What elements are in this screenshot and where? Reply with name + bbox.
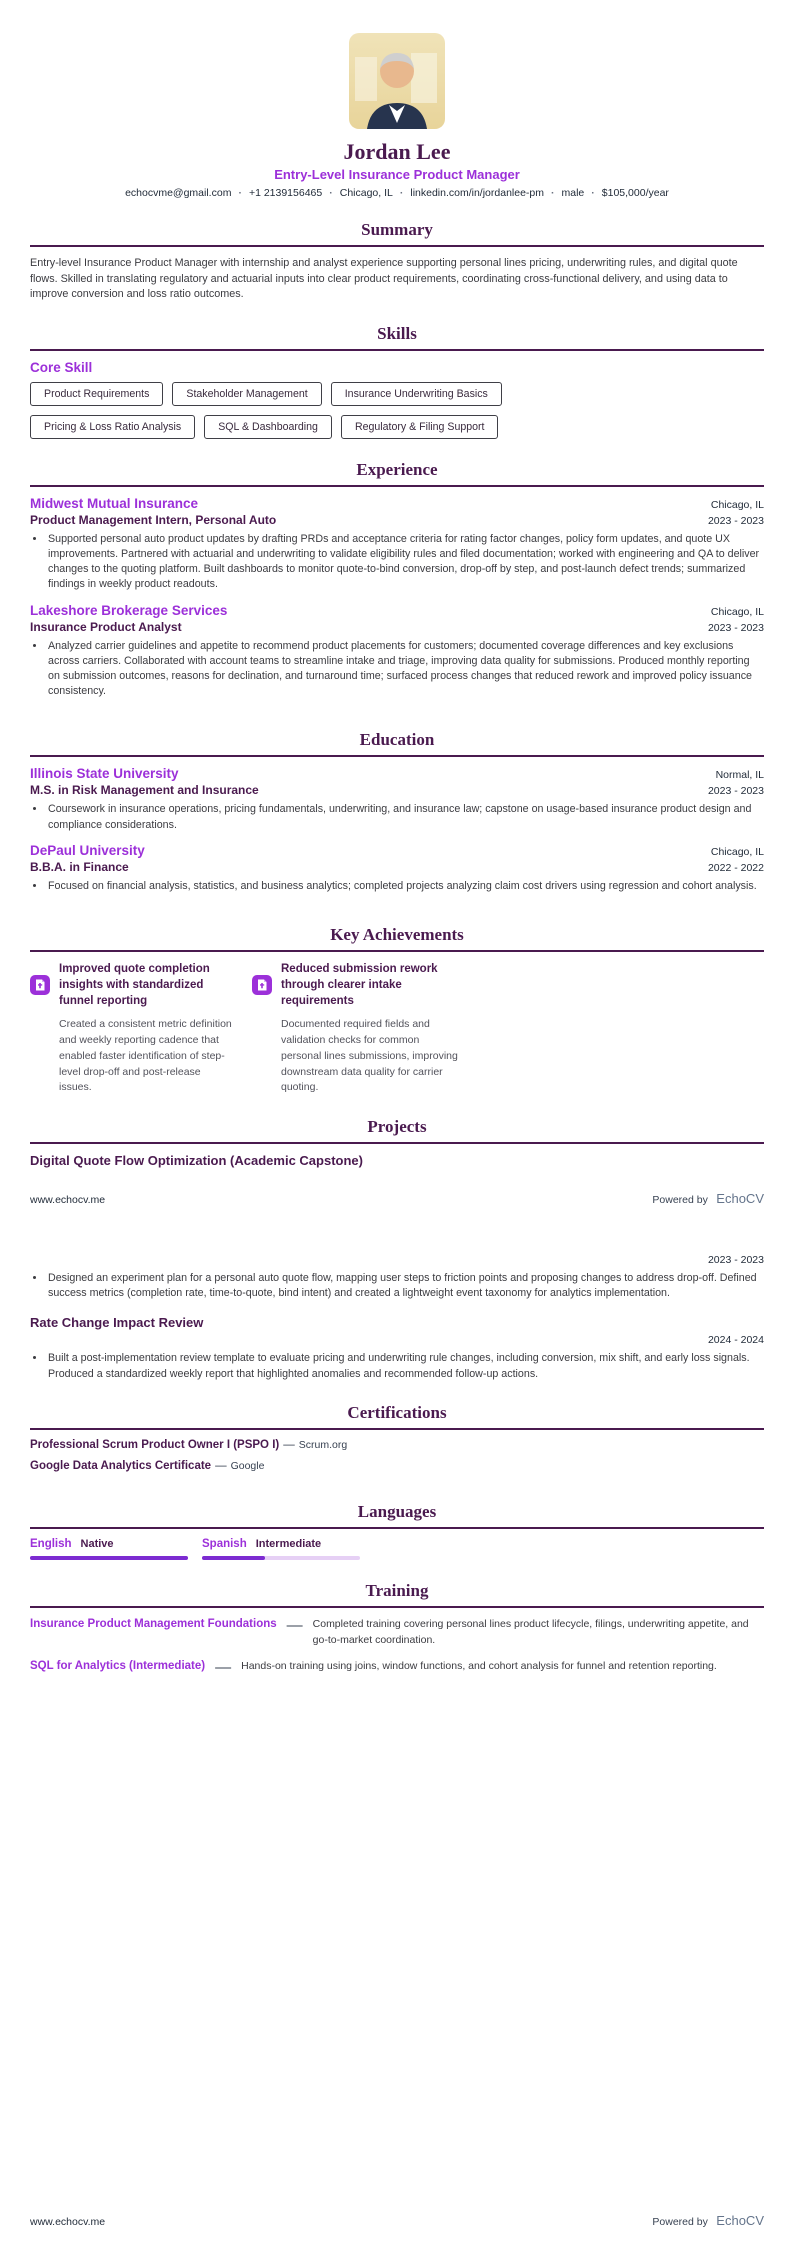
school-name: Illinois State University (30, 766, 179, 782)
skill-chip: Regulatory & Filing Support (341, 415, 499, 439)
entry-role: Insurance Product Analyst (30, 619, 182, 634)
entry-dates: 2022 - 2022 (707, 861, 764, 874)
contact-separator: · (591, 187, 595, 199)
gender-text: male (561, 187, 585, 199)
section-projects (30, 1117, 764, 1382)
achievement-body: Documented required fields and validation checks for common personal lines submissions, improving downstream data quality for carrier quoting. (281, 1018, 458, 1094)
achievements-title: Key Achievements (30, 925, 764, 952)
brand-logo-text: EchoCV (716, 2213, 764, 2228)
entry-role: Product Management Intern, Personal Auto (30, 512, 277, 527)
entry-bullet: • Focused on financial analysis, statistics, and business analytics; completed projects analyzing claim cost drivers using regression and cohort analysis. (46, 879, 764, 894)
entry-bullet: • Analyzed carrier guidelines and appetite to recommend product placements for customers; documented coverage differences and key exclusions across carriers. Collaborated with account teams to streamline intake and triage, improving data quality for submissions. Produced monthly reporting on submission outcomes, reasons for declination, and turnaround time; surfaced process changes that reduced rework and improved policy issuance consistency. (46, 639, 764, 700)
training-title: Training (30, 1581, 764, 1608)
section-achievements (30, 925, 764, 1096)
language-item (202, 1538, 360, 1561)
contact-separator: · (399, 187, 404, 199)
em-dash: — (283, 1438, 295, 1451)
projects-title: Projects (30, 1117, 764, 1144)
achievement-body: Created a consistent metric definition and weekly reporting cadence that enabled faster identification of step-level drop-off and post-release issues. (59, 1018, 232, 1094)
contact-separator: · (329, 187, 333, 199)
language-bar (30, 1556, 188, 1561)
person-name: Jordan Lee (343, 139, 451, 164)
section-education (30, 730, 764, 904)
entry-location: Chicago, IL (710, 605, 764, 618)
school-name: DePaul University (30, 842, 145, 858)
training-description: Hands-on training using joins, window functions, and cohort analysis for funnel and retention reporting. (241, 1659, 717, 1672)
certification-item (30, 1460, 764, 1472)
achievement-heading: Improved quote completion insights with standardized funnel reporting (59, 962, 210, 1008)
brand-logo-text: EchoCV (716, 1191, 764, 1207)
certifications-title: Certifications (30, 1403, 764, 1430)
training-item (30, 1659, 764, 1677)
section-training (30, 1581, 764, 1687)
summary-title: Summary (30, 220, 764, 247)
entry-location: Chicago, IL (710, 845, 764, 858)
achievement-heading: Reduced submission rework through clearer intake requirements (281, 962, 438, 1008)
contact-row (30, 187, 764, 199)
training-description: Completed training covering personal lines product lifecycle, filings, underwriting appetite, and go-to-market coordination. (312, 1618, 749, 1647)
page-footer (30, 1190, 764, 1208)
person-title: Entry-Level Insurance Product Manager (274, 167, 520, 182)
language-name: English (30, 1537, 72, 1550)
section-experience (30, 460, 764, 710)
em-dash: — (215, 1658, 232, 1676)
company-name: Midwest Mutual Insurance (30, 495, 199, 511)
training-name: Insurance Product Management Foundations (30, 1618, 277, 1631)
education-title: Education (30, 730, 764, 757)
page-footer (30, 2212, 764, 2230)
entry-bullet: • Supported personal auto product updates by drafting PRDs and acceptance criteria for rating factor changes, policy form updates, and quote UX improvements. Partnered with actuarial and underwriting to validate eligibility rules and filed documentation; worked with engineering and QA to deliver changes to the quoting platform. Built dashboards to monitor quote-to-bind conversion, drop-off by step, and post-launch defect trends; summarized findings in weekly product readouts. (46, 532, 764, 593)
section-skills (30, 324, 764, 439)
skill-chip: Insurance Underwriting Basics (331, 382, 502, 406)
footer-site-link[interactable]: www.echocv.me (30, 2216, 106, 2228)
header (30, 33, 764, 129)
skill-chip: Pricing & Loss Ratio Analysis (30, 415, 195, 439)
language-level: Intermediate (255, 1537, 322, 1550)
entry-location: Chicago, IL (710, 498, 764, 511)
skill-chip-list (30, 382, 590, 439)
company-name: Lakeshore Brokerage Services (30, 602, 228, 618)
experience-entry (30, 496, 764, 593)
experience-entry (30, 603, 764, 700)
training-item (30, 1617, 764, 1649)
language-item (30, 1538, 188, 1561)
contact-separator: · (551, 187, 555, 199)
language-bar-fill (30, 1556, 188, 1561)
skills-group-label: Core Skill (30, 359, 93, 375)
project-name: Digital Quote Flow Optimization (Academic Capstone) (30, 1153, 363, 1169)
linkedin-link[interactable]: linkedin.com/in/jordanlee-pm (410, 187, 545, 199)
achievement-document-icon (30, 975, 50, 995)
project-bullet: • Designed an experiment plan for a personal auto quote flow, mapping user steps to friction points and proposing changes to address drop-off. Defined success metrics (completion rate, time-to-quote, bind intent) and created a lightweight event taxonomy for analytics implementation. (46, 1271, 764, 1301)
language-level: Native (80, 1537, 114, 1550)
em-dash: — (215, 1459, 227, 1472)
em-dash: — (286, 1617, 303, 1635)
contact-separator: · (238, 187, 242, 199)
phone-number: +1 2139156465 (248, 187, 323, 199)
certification-name: Professional Scrum Product Owner I (PSPO I) (30, 1438, 280, 1451)
language-bar (202, 1556, 360, 1561)
skill-chip: Stakeholder Management (172, 382, 321, 406)
entry-location: Normal, IL (715, 769, 764, 782)
language-bar-fill (202, 1556, 265, 1561)
entry-dates: 2023 - 2023 (707, 621, 764, 634)
section-certifications (30, 1403, 764, 1481)
entry-dates: 2023 - 2023 (707, 514, 764, 527)
project-dates: 2024 - 2024 (707, 1334, 764, 1347)
project-name: Rate Change Impact Review (30, 1315, 204, 1331)
summary-text: Entry-level Insurance Product Manager with internship and analyst experience supporting personal lines pricing, underwriting rules, and digital quote flows. Skilled in translating regulatory and actuarial inputs into clear product requirements, coordinating cross-functional delivery, and using data to improve conversion and loss ratio outcomes. (30, 257, 738, 301)
education-entry (30, 766, 764, 832)
footer-site-link[interactable]: www.echocv.me (30, 1194, 106, 1207)
project-bullet: • Built a post-implementation review template to evaluate pricing and underwriting rule changes, including conversion, mix shift, and early loss signals. Produced a standardized weekly report that highlighted anomalies and recommended follow-up actions. (46, 1351, 764, 1381)
education-entry (30, 843, 764, 894)
languages-title: Languages (30, 1502, 764, 1529)
section-languages (30, 1502, 764, 1561)
location-text: Chicago, IL (339, 187, 393, 199)
language-name: Spanish (202, 1537, 247, 1550)
certification-item (30, 1439, 764, 1451)
skill-chip: SQL & Dashboarding (204, 415, 332, 439)
achievement-item (252, 961, 458, 1096)
degree-name: M.S. in Risk Management and Insurance (30, 783, 259, 798)
experience-title: Experience (30, 460, 764, 487)
entry-dates: 2023 - 2023 (707, 785, 764, 798)
achievement-document-icon (252, 975, 272, 995)
email-link[interactable]: echocvme@gmail.com (125, 187, 232, 199)
skill-chip: Product Requirements (30, 382, 163, 406)
powered-by-text: Powered by (652, 1194, 708, 1207)
degree-name: B.B.A. in Finance (30, 859, 129, 874)
powered-by-text: Powered by (652, 2216, 708, 2228)
training-name: SQL for Analytics (Intermediate) (30, 1659, 206, 1672)
skills-title: Skills (30, 324, 764, 351)
profile-photo (349, 33, 445, 129)
section-summary (30, 220, 764, 303)
salary-text: $105,000/year (601, 187, 669, 199)
achievement-item (30, 961, 236, 1096)
certification-name: Google Data Analytics Certificate (30, 1459, 212, 1472)
certification-issuer: Scrum.org (298, 1438, 348, 1451)
entry-bullet: • Coursework in insurance operations, pricing fundamentals, underwriting, and insurance law; capstone on usage-based insurance product design and compliance considerations. (46, 802, 764, 832)
certification-issuer: Google (230, 1459, 265, 1472)
project-dates: 2023 - 2023 (707, 1254, 764, 1267)
